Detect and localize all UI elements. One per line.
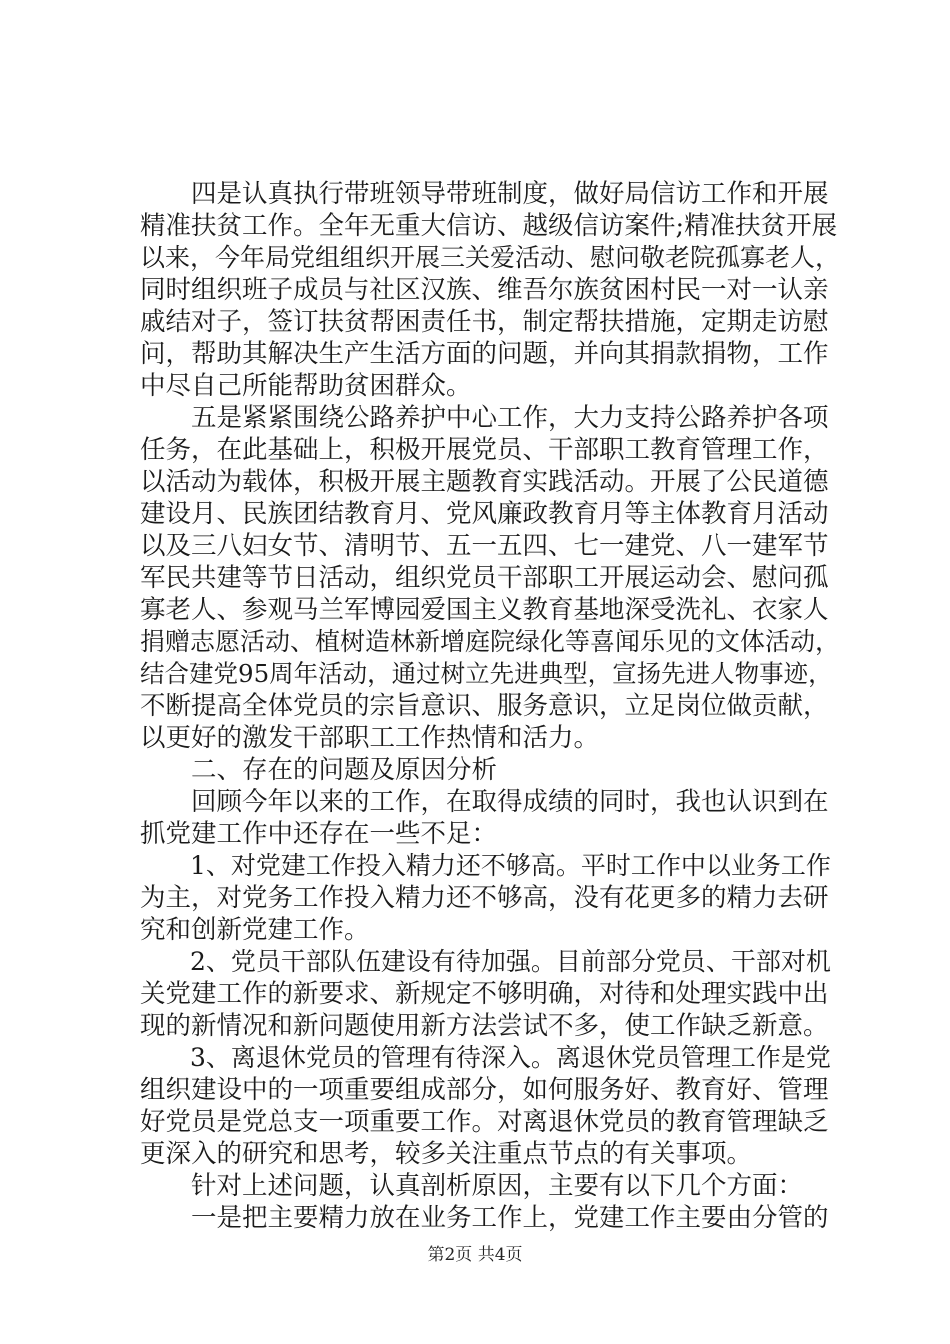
text-line: 以及三八妇女节、清明节、五一五四、七一建党、八一建军节 (140, 531, 829, 561)
text-line: 关党建工作的新要求、新规定不够明确，对待和处理实践中出 (140, 979, 829, 1009)
text-line: 精准扶贫工作。全年无重大信访、越级信访案件;精准扶贫开展 (140, 211, 838, 241)
text-line: 问，帮助其解决生产生活方面的问题，并向其捐款捐物，工作 (140, 339, 829, 369)
text-line: 五是紧紧围绕公路养护中心工作，大力支持公路养护各项 (140, 403, 829, 433)
text-line: 一是把主要精力放在业务工作上，党建工作主要由分管的 (140, 1203, 829, 1233)
text-line: 为主，对党务工作投入精力还不够高，没有花更多的精力去研 (140, 883, 829, 913)
text-line: 中尽自己所能帮助贫困群众。 (140, 371, 472, 401)
text-line: 以来，今年局党组组织开展三关爱活动、慰问敬老院孤寡老人， (140, 243, 840, 272)
text-line: 更深入的研究和思考，较多关注重点节点的有关事项。 (140, 1139, 753, 1169)
text-line: 以更好的激发干部职工工作热情和活力。 (140, 723, 600, 753)
document-body (140, 178, 840, 1234)
text-line: 抓党建工作中还存在一些不足： (140, 819, 498, 849)
text-line: 以活动为载体，积极开展主题教育实践活动。开展了公民道德 (140, 467, 829, 497)
text-line: 戚结对子，签订扶贫帮困责任书，制定帮扶措施，定期走访慰 (140, 307, 829, 337)
text-line: 针对上述问题，认真剖析原因，主要有以下几个方面： (140, 1171, 804, 1201)
text-line: 1、对党建工作投入精力还不够高。平时工作中以业务工作 (140, 851, 831, 880)
text-line: 不断提高全体党员的宗旨意识、服务意识，立足岗位做贡献， (140, 691, 829, 721)
text-line: 回顾今年以来的工作，在取得成绩的同时，我也认识到在 (140, 787, 829, 817)
page-footer: 第2页 共4页 (427, 1245, 523, 1265)
text-line: 建设月、民族团结教育月、党风廉政教育月等主体教育月活动 (140, 499, 829, 529)
text-line: 寡老人、参观马兰军博园爱国主义教育基地深受洗礼、衣家人 (140, 595, 829, 625)
text-line: 好党员是党总支一项重要工作。对离退休党员的教育管理缺乏 (140, 1107, 829, 1137)
text-line: 任务，在此基础上，积极开展党员、干部职工教育管理工作， (140, 435, 829, 465)
text-line: 结合建党95周年活动，通过树立先进典型，宣扬先进人物事迹， (140, 659, 833, 688)
text-line: 组织建设中的一项重要组成部分，如何服务好、教育好、管理 (140, 1075, 829, 1105)
text-line: 3、离退休党员的管理有待深入。离退休党员管理工作是党 (140, 1043, 831, 1072)
text-line: 四是认真执行带班领导带班制度，做好局信访工作和开展 (140, 179, 829, 209)
text-line: 现的新情况和新问题使用新方法尝试不多，使工作缺乏新意。 (140, 1011, 829, 1041)
text-line: 2、党员干部队伍建设有待加强。目前部分党员、干部对机 (140, 947, 831, 976)
text-line: 军民共建等节日活动，组织党员干部职工开展运动会、慰问孤 (140, 563, 829, 593)
text-line: 究和创新党建工作。 (140, 915, 370, 945)
text-line: 二、存在的问题及原因分析 (140, 755, 498, 785)
text-line: 同时组织班子成员与社区汉族、维吾尔族贫困村民一对一认亲 (140, 275, 829, 305)
text-line: 捐赠志愿活动、植树造林新增庭院绿化等喜闻乐见的文体活动， (140, 627, 840, 656)
